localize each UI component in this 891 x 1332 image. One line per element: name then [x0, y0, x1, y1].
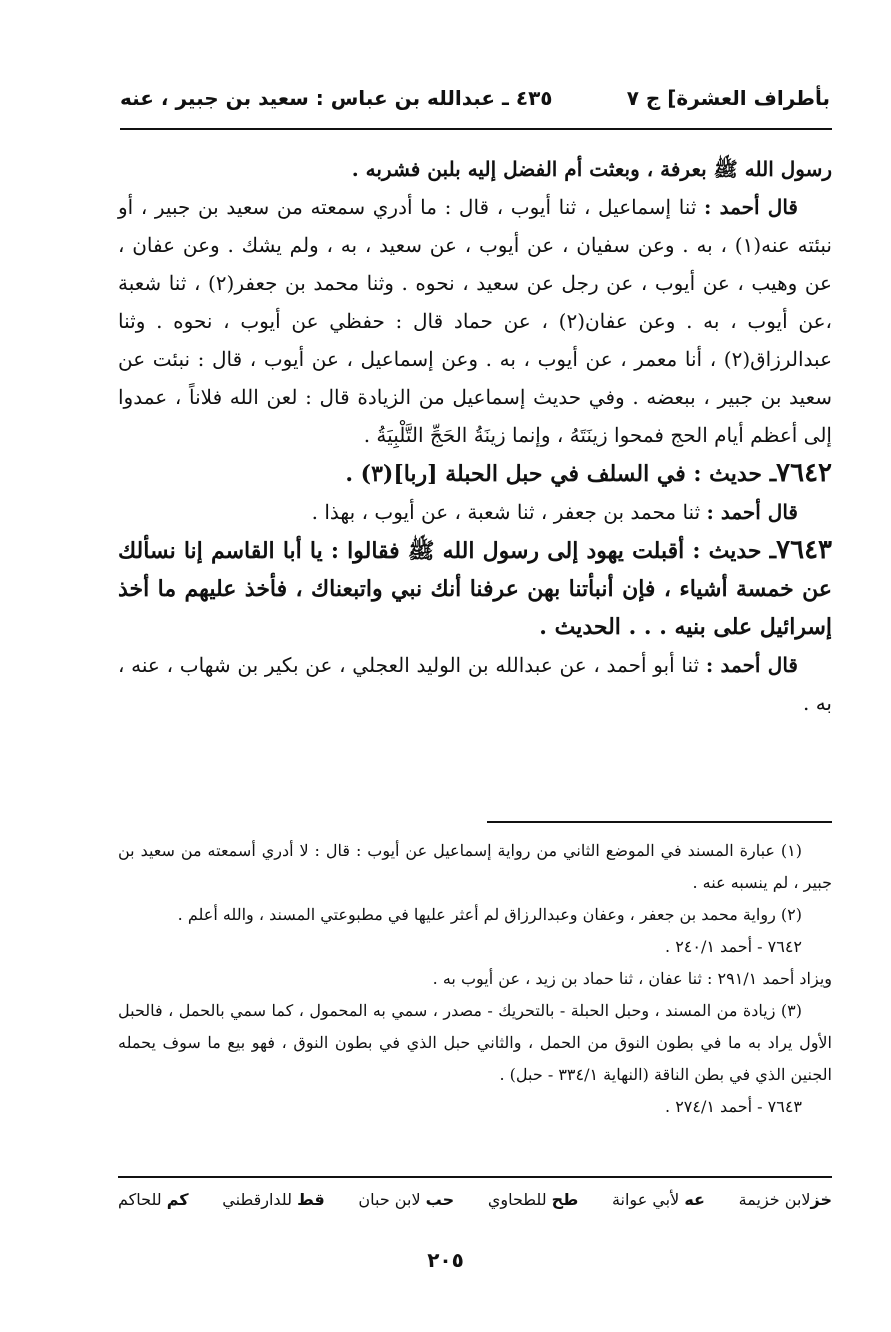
isnad-text: ثنا محمد بن جعفر ، ثنا شعبة ، عن أيوب ، بهذا .	[311, 500, 701, 524]
hadith-title: ـ حديث : أقبلت يهود إلى رسول الله ﷺ فقالوا : يا أبا القاسم إنا نسألك عن خمسة أشياء ، فإن أنبأتنا بهن عرفنا أنك نبي واتبعناك ، فأخذ عليهم ما أخذ إسرائيل على بنيه . . . الحديث .	[118, 538, 832, 640]
hadith-number: ٧٦٤٢	[776, 458, 832, 488]
hadith-7643	[118, 531, 832, 646]
isnad-text: ثنا أبو أحمد ، عن عبدالله بن الوليد العجلي ، عن بكير بن شهاب ، عنه ، به .	[118, 653, 832, 715]
footnote-1: (١) عبارة المسند في الموضع الثاني من رواية إسماعيل عن أيوب : قال : لا أدري أسمعته من سعيد بن جبير ، لم ينسبه عنه .	[118, 841, 832, 892]
main-text	[118, 150, 832, 722]
hadith-number: ٧٦٤٣	[776, 535, 832, 565]
isnad-text: ثنا إسماعيل ، ثنا أيوب ، قال : ما أدري سمعته من سعيد بن جبير ، أو نبئته عنه(١) ، به . وعن سفيان ، عن أيوب ، عن سعيد ، به ، ولم يشك . وعن عفان ، عن وهيب ، عن أيوب ، عن رجل عن سعيد ، نحوه . وثنا محمد بن جعفر(٢) ، ثنا شعبة ،عن أيوب ، به . وعن عفان(٢) ، عن حماد قال : حفظي عن أيوب ، نحوه . وثنا عبدالرزاق(٢) ، أنا معمر ، عن أيوب ، به . وعن إسماعيل ، عن أيوب ، قال : نبئت عن سعيد بن جبير ، ببعضه . وفي حديث إسماعيل من الزيادة قال : لعن الله فلاناً ، عمدوا إلى أعظم أيام الحج فمحوا زينَتَهُ ، وإنما زينَةُ الحَجِّ التَّلْبِيَةُ .	[118, 195, 833, 447]
running-header	[120, 80, 830, 116]
header-rule	[120, 128, 832, 130]
narrator-lead: قال أحمد :	[704, 195, 798, 219]
footnote-addition: ويزاد أحمد ٢٩١/١ : ثنا عفان ، ثنا حماد بن زيد ، عن أيوب به .	[432, 969, 832, 988]
footnote-rule	[487, 821, 832, 823]
footnotes	[118, 835, 832, 1123]
header-book-title: بأطراف العشرة] ج ٧	[626, 86, 830, 110]
footnote-3: (٣) زيادة من المسند ، وحبل الحبلة - بالتحريك - مصدر ، سمي به المحمول ، كما سمي بالحمل ، فالحبل الأول يراد به ما في بطون النوق من الحمل ، والثاني حبل الذي في بطون النوق ، فهو بيع ما سوف يحمله الجنين الذي في بطن الناقة (النهاية ٣٣٤/١ - حبل) .	[118, 1001, 832, 1084]
paragraph-continuation	[118, 150, 832, 188]
abbreviation-item: عه لأبي عوانة	[611, 1190, 705, 1209]
narrator-lead: قال أحمد :	[706, 500, 798, 524]
footnote-2: (٢) رواية محمد بن جعفر ، وعفان وعبدالرزاق لم أعثر عليها في مطبوعتي المسند ، والله أعلم .	[177, 905, 802, 924]
abbreviations-rule	[118, 1176, 832, 1178]
abbreviation-item: قط للدارقطني	[222, 1190, 325, 1209]
abbreviation-item: طح للطحاوي	[487, 1190, 579, 1209]
paragraph-ahmad-1	[118, 188, 832, 454]
paragraph-ahmad-3	[118, 646, 832, 722]
abbreviation-item: خزلابن خزيمة	[738, 1190, 832, 1209]
narrator-lead: قال أحمد :	[705, 653, 798, 677]
footnote-ref-7642: ٧٦٤٢ - أحمد ٢٤٠/١ .	[665, 937, 802, 956]
hadith-title: ـ حديث : في السلف في حبل الحبلة [ربا](٣) .	[345, 461, 777, 487]
header-section-title: ٤٣٥ ـ عبدالله بن عباس : سعيد بن جبير ، عنه	[120, 86, 553, 110]
abbreviations-key	[118, 1190, 832, 1220]
continuation-text: رسول الله ﷺ بعرفة ، وبعثت أم الفضل إليه بلبن فشربه .	[351, 157, 832, 181]
abbreviation-item: حب لابن حبان	[358, 1190, 455, 1209]
paragraph-ahmad-2	[118, 493, 832, 531]
footnote-ref-7643: ٧٦٤٣ - أحمد ٢٧٤/١ .	[665, 1097, 802, 1116]
abbreviation-item: كم للحاكم	[118, 1190, 189, 1209]
hadith-7642	[118, 454, 832, 493]
page-number: ٢٠٥	[427, 1248, 464, 1272]
